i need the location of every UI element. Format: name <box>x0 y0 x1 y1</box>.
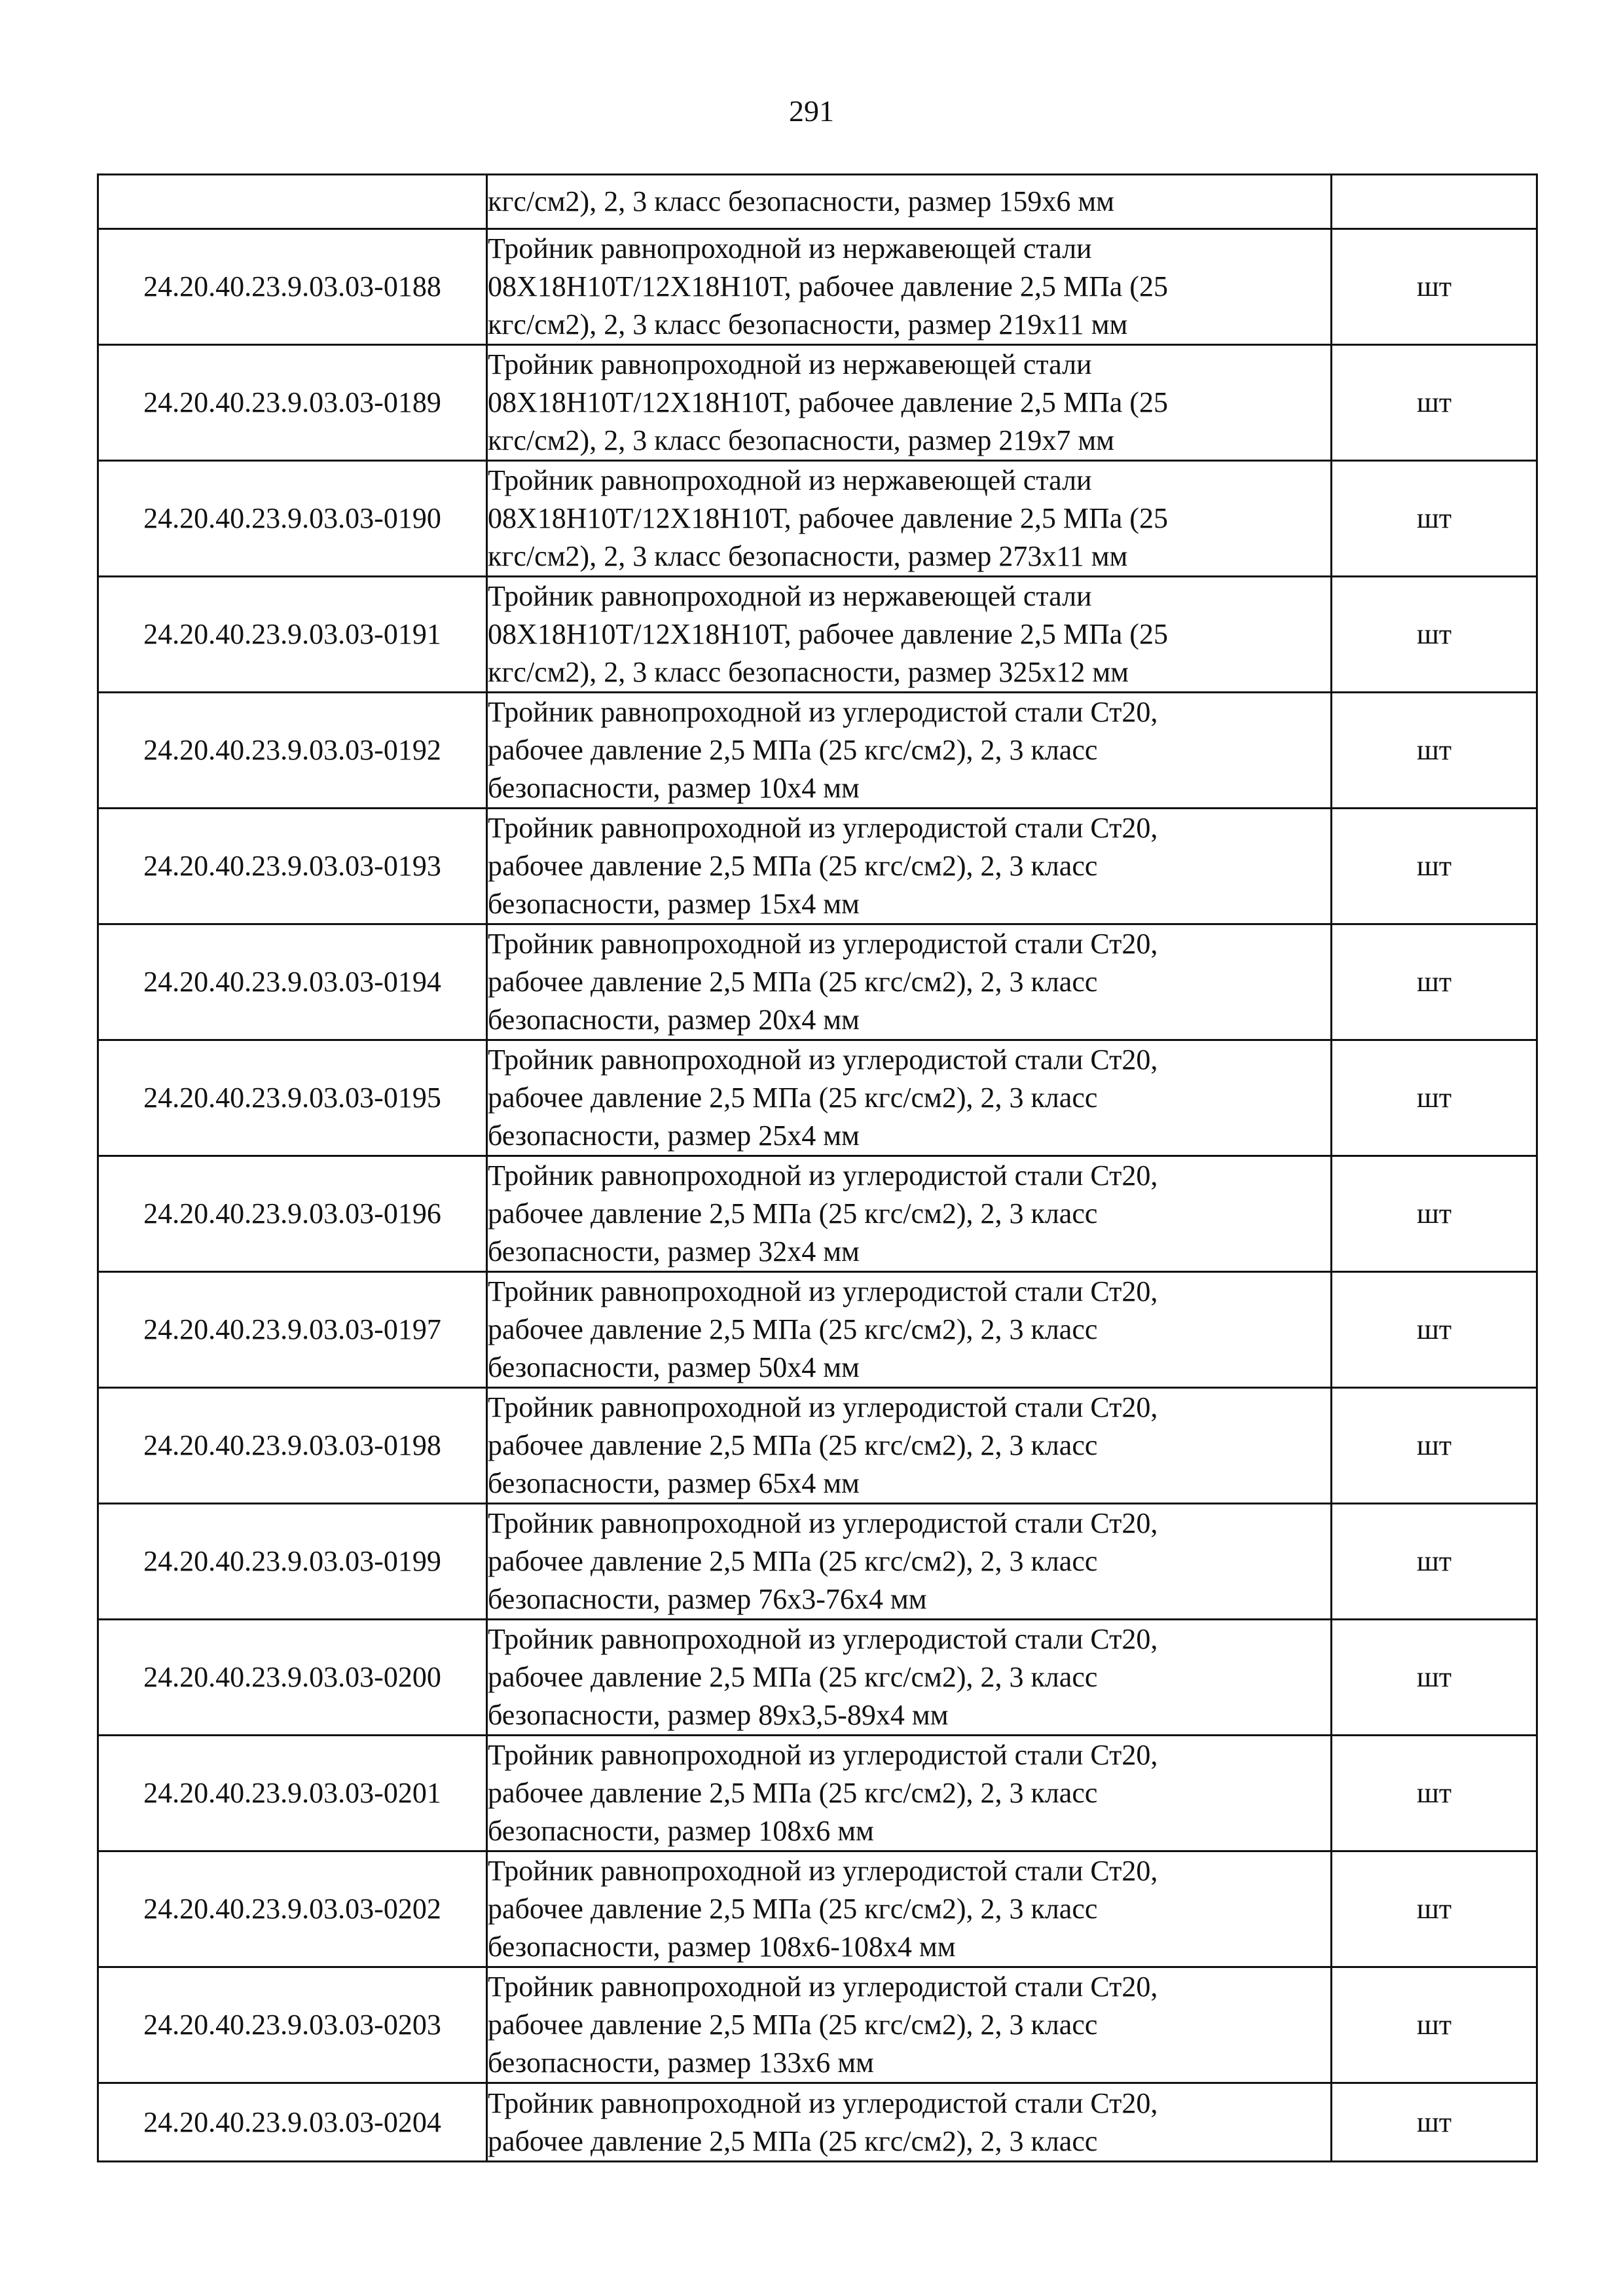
item-code: 24.20.40.23.9.03.03-0204 <box>98 2083 487 2162</box>
description-line: Тройник равнопроходной из углеродистой стали Ст20, <box>488 1739 1158 1771</box>
description-line: рабочее давление 2,5 МПа (25 кгс/см2), 2, 3 класс <box>488 850 1098 882</box>
description-line: Тройник равнопроходной из углеродистой стали Ст20, <box>488 812 1158 844</box>
description-line: Тройник равнопроходной из нержавеющей стали <box>488 580 1092 612</box>
description-line: рабочее давление 2,5 МПа (25 кгс/см2), 2, 3 класс <box>488 1313 1098 1345</box>
table-row <box>98 1736 1537 1851</box>
item-unit: шт <box>1332 577 1537 693</box>
description-line: рабочее давление 2,5 МПа (25 кгс/см2), 2, 3 класс <box>488 1893 1098 1925</box>
description-line: рабочее давление 2,5 МПа (25 кгс/см2), 2, 3 класс <box>488 1777 1098 1809</box>
table-row <box>98 1272 1537 1388</box>
description-line: 08Х18Н10Т/12Х18Н10Т, рабочее давление 2,5 МПа (25 <box>488 502 1168 534</box>
item-code: 24.20.40.23.9.03.03-0198 <box>98 1388 487 1504</box>
table-row <box>98 577 1537 693</box>
item-unit: шт <box>1332 924 1537 1040</box>
item-code: 24.20.40.23.9.03.03-0199 <box>98 1504 487 1620</box>
item-unit: шт <box>1332 1736 1537 1851</box>
item-unit: шт <box>1332 1851 1537 1967</box>
item-description <box>487 345 1332 461</box>
item-description <box>487 1967 1332 2083</box>
item-description <box>487 229 1332 345</box>
description-line: безопасности, размер 32х4 мм <box>488 1235 860 1267</box>
item-unit: шт <box>1332 1504 1537 1620</box>
item-code: 24.20.40.23.9.03.03-0189 <box>98 345 487 461</box>
description-line: кгс/см2), 2, 3 класс безопасности, размер 159х6 мм <box>488 185 1115 217</box>
item-code: 24.20.40.23.9.03.03-0203 <box>98 1967 487 2083</box>
table-row <box>98 1851 1537 1967</box>
description-line: кгс/см2), 2, 3 класс безопасности, размер 273х11 мм <box>488 540 1128 572</box>
item-unit: шт <box>1332 1272 1537 1388</box>
description-line: Тройник равнопроходной из углеродистой стали Ст20, <box>488 1159 1158 1192</box>
item-description <box>487 577 1332 693</box>
description-line: безопасности, размер 25х4 мм <box>488 1120 860 1152</box>
table-row <box>98 1156 1537 1272</box>
description-line: Тройник равнопроходной из углеродистой стали Ст20, <box>488 1855 1158 1887</box>
item-description <box>487 1851 1332 1967</box>
item-description <box>487 809 1332 924</box>
table-row <box>98 1620 1537 1736</box>
item-unit: шт <box>1332 345 1537 461</box>
item-unit: шт <box>1332 229 1537 345</box>
description-line: рабочее давление 2,5 МПа (25 кгс/см2), 2, 3 класс <box>488 2009 1098 2041</box>
table-row <box>98 693 1537 809</box>
item-unit: шт <box>1332 1388 1537 1504</box>
item-code: 24.20.40.23.9.03.03-0196 <box>98 1156 487 1272</box>
description-line: Тройник равнопроходной из углеродистой стали Ст20, <box>488 928 1158 960</box>
description-line: Тройник равнопроходной из углеродистой стали Ст20, <box>488 1507 1158 1539</box>
description-line: рабочее давление 2,5 МПа (25 кгс/см2), 2, 3 класс <box>488 734 1098 766</box>
table-row <box>98 1388 1537 1504</box>
description-line: рабочее давление 2,5 МПа (25 кгс/см2), 2, 3 класс <box>488 1661 1098 1693</box>
description-line: безопасности, размер 76х3-76х4 мм <box>488 1583 927 1615</box>
item-code: 24.20.40.23.9.03.03-0191 <box>98 577 487 693</box>
description-line: рабочее давление 2,5 МПа (25 кгс/см2), 2, 3 класс <box>488 966 1098 998</box>
item-description <box>487 1388 1332 1504</box>
item-code: 24.20.40.23.9.03.03-0202 <box>98 1851 487 1967</box>
item-description <box>487 2083 1332 2162</box>
description-line: Тройник равнопроходной из углеродистой стали Ст20, <box>488 1044 1158 1076</box>
item-description <box>487 461 1332 577</box>
item-code: 24.20.40.23.9.03.03-0201 <box>98 1736 487 1851</box>
table-row <box>98 1504 1537 1620</box>
item-description <box>487 175 1332 229</box>
item-code: 24.20.40.23.9.03.03-0200 <box>98 1620 487 1736</box>
table-row <box>98 1040 1537 1156</box>
description-line: безопасности, размер 89х3,5-89х4 мм <box>488 1699 949 1731</box>
item-code: 24.20.40.23.9.03.03-0192 <box>98 693 487 809</box>
item-description <box>487 1040 1332 1156</box>
description-line: рабочее давление 2,5 МПа (25 кгс/см2), 2, 3 класс <box>488 1429 1098 1461</box>
table-row <box>98 1967 1537 2083</box>
description-line: рабочее давление 2,5 МПа (25 кгс/см2), 2, 3 класс <box>488 2124 1098 2157</box>
item-unit <box>1332 175 1537 229</box>
item-code: 24.20.40.23.9.03.03-0197 <box>98 1272 487 1388</box>
description-line: Тройник равнопроходной из углеродистой стали Ст20, <box>488 1275 1158 1307</box>
description-line: безопасности, размер 20х4 мм <box>488 1004 860 1036</box>
description-line: Тройник равнопроходной из углеродистой стали Ст20, <box>488 1623 1158 1655</box>
table-row <box>98 2083 1537 2162</box>
table-row <box>98 345 1537 461</box>
item-description <box>487 693 1332 809</box>
item-description <box>487 1156 1332 1272</box>
item-unit: шт <box>1332 693 1537 809</box>
page-number: 291 <box>789 94 834 128</box>
description-line: 08Х18Н10Т/12Х18Н10Т, рабочее давление 2,5 МПа (25 <box>488 618 1168 650</box>
item-unit: шт <box>1332 1967 1537 2083</box>
item-unit: шт <box>1332 1620 1537 1736</box>
items-table <box>97 173 1538 2162</box>
description-line: Тройник равнопроходной из углеродистой стали Ст20, <box>488 1971 1158 2003</box>
item-unit: шт <box>1332 2083 1537 2162</box>
item-code <box>98 175 487 229</box>
table-row <box>98 175 1537 229</box>
table-row <box>98 229 1537 345</box>
description-line: безопасности, размер 108х6 мм <box>488 1815 874 1847</box>
item-code: 24.20.40.23.9.03.03-0195 <box>98 1040 487 1156</box>
description-line: Тройник равнопроходной из углеродистой стали Ст20, <box>488 696 1158 728</box>
description-line: рабочее давление 2,5 МПа (25 кгс/см2), 2, 3 класс <box>488 1082 1098 1114</box>
description-line: безопасности, размер 50х4 мм <box>488 1351 860 1383</box>
item-code: 24.20.40.23.9.03.03-0194 <box>98 924 487 1040</box>
description-line: Тройник равнопроходной из нержавеющей стали <box>488 348 1092 380</box>
item-unit: шт <box>1332 809 1537 924</box>
item-description <box>487 924 1332 1040</box>
table-row <box>98 461 1537 577</box>
description-line: безопасности, размер 65х4 мм <box>488 1467 860 1499</box>
description-line: Тройник равнопроходной из углеродистой стали Ст20, <box>488 2086 1158 2119</box>
item-unit: шт <box>1332 1040 1537 1156</box>
description-line: кгс/см2), 2, 3 класс безопасности, размер 219х7 мм <box>488 424 1115 456</box>
description-line: безопасности, размер 133х6 мм <box>488 2047 874 2079</box>
description-line: 08Х18Н10Т/12Х18Н10Т, рабочее давление 2,5 МПа (25 <box>488 270 1168 302</box>
item-description <box>487 1620 1332 1736</box>
description-line: кгс/см2), 2, 3 класс безопасности, размер 219х11 мм <box>488 308 1128 340</box>
item-unit: шт <box>1332 1156 1537 1272</box>
description-line: 08Х18Н10Т/12Х18Н10Т, рабочее давление 2,5 МПа (25 <box>488 386 1168 418</box>
item-description <box>487 1272 1332 1388</box>
description-line: рабочее давление 2,5 МПа (25 кгс/см2), 2, 3 класс <box>488 1545 1098 1577</box>
description-line: Тройник равнопроходной из углеродистой стали Ст20, <box>488 1391 1158 1423</box>
item-description <box>487 1736 1332 1851</box>
description-line: Тройник равнопроходной из нержавеющей стали <box>488 464 1092 496</box>
description-line: Тройник равнопроходной из нержавеющей стали <box>488 232 1092 264</box>
table-body <box>98 175 1537 2162</box>
item-unit: шт <box>1332 461 1537 577</box>
item-code: 24.20.40.23.9.03.03-0188 <box>98 229 487 345</box>
item-code: 24.20.40.23.9.03.03-0190 <box>98 461 487 577</box>
description-line: безопасности, размер 15х4 мм <box>488 888 860 920</box>
item-description <box>487 1504 1332 1620</box>
description-line: рабочее давление 2,5 МПа (25 кгс/см2), 2, 3 класс <box>488 1197 1098 1230</box>
item-code: 24.20.40.23.9.03.03-0193 <box>98 809 487 924</box>
description-line: безопасности, размер 10х4 мм <box>488 772 860 804</box>
description-line: безопасности, размер 108х6-108х4 мм <box>488 1931 956 1963</box>
description-line: кгс/см2), 2, 3 класс безопасности, размер 325х12 мм <box>488 656 1129 688</box>
table-row <box>98 924 1537 1040</box>
table-row <box>98 809 1537 924</box>
